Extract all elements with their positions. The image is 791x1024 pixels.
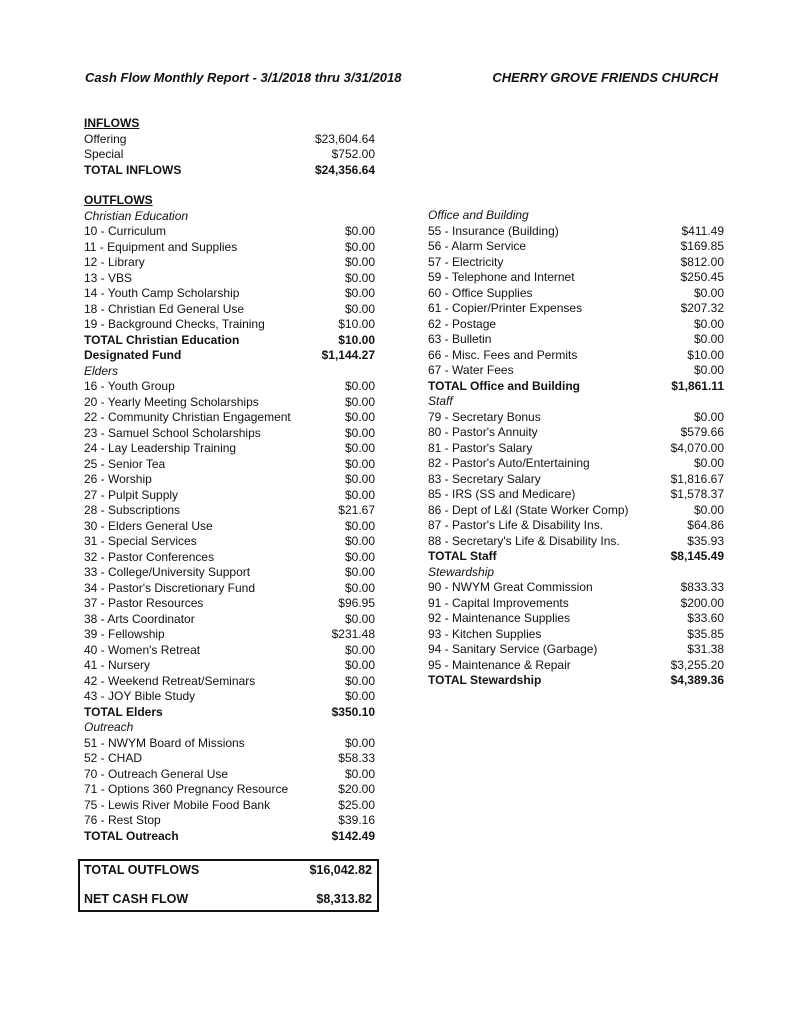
row-label: TOTAL Stewardship — [428, 673, 542, 687]
row-label: 95 - Maintenance & Repair — [428, 657, 571, 672]
row-amount: $4,389.36 — [670, 673, 724, 687]
row-label: 60 - Office Supplies — [428, 285, 533, 300]
line-item-row — [84, 271, 375, 287]
line-item-row — [84, 550, 375, 566]
line-item-row — [84, 240, 375, 256]
row-amount: $0.00 — [344, 472, 375, 486]
row-amount: $20.00 — [338, 782, 375, 796]
row-label: 63 - Bulletin — [428, 332, 492, 346]
row-label: Offering — [84, 131, 127, 146]
row-amount: $58.33 — [338, 751, 375, 765]
row-amount: $0.00 — [344, 766, 375, 781]
row-amount: $10.00 — [338, 317, 375, 331]
line-item-row — [428, 317, 724, 333]
row-label: NET CASH FLOW — [84, 892, 189, 906]
row-amount: $0.00 — [344, 425, 375, 440]
line-item-row — [84, 379, 375, 395]
row-label: 79 - Secretary Bonus — [428, 409, 541, 424]
row-label: 81 - Pastor's Salary — [428, 440, 533, 455]
row-amount: $23,604.64 — [314, 131, 375, 146]
row-amount: $250.45 — [680, 270, 724, 284]
row-amount: $8,313.82 — [316, 892, 372, 906]
inflows-heading-row — [84, 116, 375, 132]
row-amount: $0.00 — [344, 456, 375, 471]
total-outflows-row — [84, 863, 372, 878]
row-label: 16 - Youth Group — [84, 379, 175, 393]
row-amount: $579.66 — [680, 425, 724, 439]
row-label: 28 - Subscriptions — [84, 503, 181, 517]
row-label: 20 - Yearly Meeting Scholarships — [84, 394, 259, 409]
row-amount: $1,578.37 — [670, 487, 724, 501]
row-amount: $25.00 — [338, 797, 375, 812]
row-label: 85 - IRS (SS and Medicare) — [428, 487, 576, 501]
row-label: Outreach — [84, 720, 134, 734]
row-label: Stewardship — [428, 564, 495, 579]
row-label: 34 - Pastor's Discretionary Fund — [84, 580, 256, 595]
net-cash-flow-row — [84, 892, 372, 907]
row-amount: $35.85 — [687, 626, 724, 641]
row-label: 93 - Kitchen Supplies — [428, 626, 542, 641]
section-name-row — [428, 565, 724, 581]
total-row — [84, 348, 375, 364]
line-item-row — [428, 239, 724, 255]
row-label: 59 - Telephone and Internet — [428, 270, 575, 284]
row-label: 94 - Sanitary Service (Garbage) — [428, 642, 598, 656]
report-title: Cash Flow Monthly Report - 3/1/2018 thru 3/31/2018 — [85, 70, 402, 85]
line-item-row — [428, 611, 724, 627]
row-label: 26 - Worship — [84, 472, 152, 486]
outflows-left-column — [84, 193, 375, 844]
row-label: 22 - Community Christian Engagement — [84, 410, 291, 424]
row-label: Office and Building — [428, 208, 529, 222]
row-amount: $0.00 — [344, 735, 375, 750]
row-amount: $169.85 — [680, 239, 724, 253]
row-label: 90 - NWYM Great Commission — [428, 580, 593, 594]
row-label: 75 - Lewis River Mobile Food Bank — [84, 797, 271, 812]
line-item-row — [428, 534, 724, 550]
line-item-row — [428, 255, 724, 271]
row-label: 83 - Secretary Salary — [428, 471, 541, 486]
line-item-row — [428, 410, 724, 426]
row-label: 27 - Pulpit Supply — [84, 487, 179, 502]
line-item-row — [84, 581, 375, 597]
line-item-row — [84, 441, 375, 457]
outflows-left-rows — [84, 209, 375, 845]
row-amount: $0.00 — [344, 239, 375, 254]
line-item-row — [428, 441, 724, 457]
line-item-row — [84, 302, 375, 318]
line-item-row — [428, 503, 724, 519]
row-label: 56 - Alarm Service — [428, 239, 527, 253]
row-amount: $0.00 — [693, 316, 724, 331]
line-item-row — [84, 224, 375, 240]
line-item-row — [428, 224, 724, 240]
line-item-row — [428, 642, 724, 658]
inflows-section — [84, 116, 375, 178]
row-label: 80 - Pastor's Annuity — [428, 425, 538, 439]
row-amount: $1,144.27 — [321, 348, 375, 362]
row-label: TOTAL Office and Building — [428, 378, 580, 393]
row-label: 32 - Pastor Conferences — [84, 549, 215, 564]
row-amount: $0.00 — [344, 394, 375, 409]
outflows-heading: OUTFLOWS — [84, 193, 153, 207]
row-amount: $39.16 — [338, 813, 375, 827]
row-label: Staff — [428, 394, 453, 408]
row-amount: $752.00 — [331, 147, 375, 161]
row-label: 92 - Maintenance Supplies — [428, 611, 571, 625]
row-amount: $0.00 — [693, 363, 724, 377]
line-item-row — [428, 270, 724, 286]
line-item-row — [84, 488, 375, 504]
line-item-row — [428, 456, 724, 472]
row-label: Elders — [84, 363, 119, 378]
row-label: 43 - JOY Bible Study — [84, 689, 196, 703]
line-item-row — [84, 519, 375, 535]
row-amount: $33.60 — [687, 611, 724, 625]
row-amount: $1,816.67 — [670, 471, 724, 486]
row-amount: $0.00 — [344, 642, 375, 657]
row-amount: $0.00 — [344, 580, 375, 595]
row-label: TOTAL INFLOWS — [84, 162, 182, 177]
row-label: TOTAL Staff — [428, 549, 497, 563]
section-name-row — [428, 208, 724, 224]
row-amount: $207.32 — [680, 301, 724, 315]
row-amount: $0.00 — [344, 611, 375, 626]
row-amount: $0.00 — [693, 285, 724, 300]
row-amount: $0.00 — [344, 379, 375, 393]
line-item-row — [84, 767, 375, 783]
row-amount: $0.00 — [344, 286, 375, 300]
row-label: 55 - Insurance (Building) — [428, 223, 559, 238]
row-label: 88 - Secretary's Life & Disability Ins. — [428, 533, 620, 548]
line-item-row — [84, 596, 375, 612]
row-label: 86 - Dept of L&I (State Worker Comp) — [428, 502, 629, 517]
row-amount: $4,070.00 — [670, 440, 724, 455]
row-label: 33 - College/University Support — [84, 565, 251, 579]
inflow-row — [84, 132, 375, 148]
row-label: 87 - Pastor's Life & Disability Ins. — [428, 518, 604, 532]
row-label: 14 - Youth Camp Scholarship — [84, 286, 240, 300]
total-row — [84, 333, 375, 349]
row-amount: $16,042.82 — [309, 863, 372, 877]
inflow-row — [84, 147, 375, 163]
line-item-row — [428, 348, 724, 364]
line-item-row — [84, 813, 375, 829]
outflows-heading-row — [84, 193, 375, 209]
line-item-row — [428, 580, 724, 596]
line-item-row — [428, 518, 724, 534]
row-amount: $833.33 — [680, 580, 724, 594]
row-label: 10 - Curriculum — [84, 224, 167, 238]
row-amount: $31.38 — [687, 642, 724, 656]
row-amount: $0.00 — [344, 270, 375, 285]
row-label: TOTAL Christian Education — [84, 332, 240, 347]
row-label: 67 - Water Fees — [428, 363, 514, 377]
line-item-row — [84, 736, 375, 752]
line-item-row — [84, 410, 375, 426]
total-row — [428, 379, 724, 395]
row-amount: $0.00 — [344, 673, 375, 688]
line-item-row — [428, 301, 724, 317]
row-label: 23 - Samuel School Scholarships — [84, 425, 261, 440]
row-amount: $0.00 — [693, 456, 724, 470]
row-label: 71 - Options 360 Pregnancy Resource — [84, 782, 289, 796]
row-amount: $10.00 — [338, 332, 375, 347]
row-label: 13 - VBS — [84, 270, 133, 285]
row-amount: $231.48 — [331, 627, 375, 641]
row-amount: $0.00 — [344, 441, 375, 455]
row-label: TOTAL OUTFLOWS — [84, 863, 200, 877]
outflows-right-column — [428, 208, 724, 689]
total-row — [428, 673, 724, 689]
line-item-row — [84, 426, 375, 442]
line-item-row — [428, 487, 724, 503]
line-item-row — [84, 457, 375, 473]
total-row — [428, 549, 724, 565]
row-label: 25 - Senior Tea — [84, 456, 166, 471]
line-item-row — [428, 627, 724, 643]
row-amount: $0.00 — [344, 255, 375, 269]
row-label: Designated Fund — [84, 348, 182, 362]
row-label: TOTAL Elders — [84, 704, 163, 719]
row-amount: $0.00 — [344, 534, 375, 548]
row-label: 31 - Special Services — [84, 534, 197, 548]
row-label: 57 - Electricity — [428, 254, 504, 269]
inflows-heading: INFLOWS — [84, 116, 140, 130]
row-amount: $8,145.49 — [670, 549, 724, 563]
row-amount: $200.00 — [680, 595, 724, 610]
row-amount: $3,255.20 — [670, 657, 724, 672]
line-item-row — [84, 751, 375, 767]
line-item-row — [84, 565, 375, 581]
row-label: 39 - Fellowship — [84, 627, 165, 641]
church-name: CHERRY GROVE FRIENDS CHURCH — [492, 70, 718, 85]
row-label: 30 - Elders General Use — [84, 518, 213, 533]
line-item-row — [428, 472, 724, 488]
row-label: TOTAL Outreach — [84, 828, 179, 843]
row-amount: $0.00 — [344, 689, 375, 703]
section-name-row — [84, 364, 375, 380]
section-name-row — [428, 394, 724, 410]
line-item-row — [428, 658, 724, 674]
row-label: 61 - Copier/Printer Expenses — [428, 301, 583, 315]
row-amount: $350.10 — [331, 704, 375, 719]
row-label: 12 - Library — [84, 255, 145, 269]
row-amount: $0.00 — [344, 518, 375, 533]
row-label: 66 - Misc. Fees and Permits — [428, 347, 578, 362]
row-amount: $0.00 — [344, 301, 375, 316]
row-label: 11 - Equipment and Supplies — [84, 239, 238, 254]
row-amount: $0.00 — [344, 487, 375, 502]
line-item-row — [84, 674, 375, 690]
total-row — [84, 705, 375, 721]
line-item-row — [428, 596, 724, 612]
row-amount: $21.67 — [338, 503, 375, 517]
line-item-row — [84, 395, 375, 411]
line-item-row — [84, 472, 375, 488]
row-amount: $64.86 — [687, 518, 724, 532]
line-item-row — [428, 425, 724, 441]
row-label: 37 - Pastor Resources — [84, 596, 204, 610]
row-label: 18 - Christian Ed General Use — [84, 301, 245, 316]
row-label: 91 - Capital Improvements — [428, 595, 569, 610]
row-amount: $10.00 — [687, 347, 724, 362]
line-item-row — [84, 689, 375, 705]
row-label: 40 - Women's Retreat — [84, 642, 201, 657]
line-item-row — [84, 503, 375, 519]
line-item-row — [84, 782, 375, 798]
summary-box — [78, 859, 379, 912]
row-label: 42 - Weekend Retreat/Seminars — [84, 673, 256, 688]
row-amount: $0.00 — [344, 565, 375, 579]
row-label: 52 - CHAD — [84, 751, 143, 765]
section-name-row — [84, 209, 375, 225]
row-label: 41 - Nursery — [84, 658, 151, 672]
row-amount: $142.49 — [331, 828, 375, 843]
row-amount: $812.00 — [680, 254, 724, 269]
line-item-row — [428, 286, 724, 302]
line-item-row — [84, 798, 375, 814]
line-item-row — [84, 317, 375, 333]
line-item-row — [84, 534, 375, 550]
row-amount: $411.49 — [681, 223, 724, 238]
line-item-row — [84, 286, 375, 302]
line-item-row — [428, 363, 724, 379]
row-label: 62 - Postage — [428, 316, 497, 331]
row-amount: $0.00 — [693, 332, 724, 346]
row-label: 76 - Rest Stop — [84, 813, 161, 827]
row-amount: $0.00 — [344, 410, 375, 424]
row-amount: $0.00 — [344, 658, 375, 672]
line-item-row — [84, 658, 375, 674]
row-amount: $96.95 — [338, 596, 375, 610]
row-label: 24 - Lay Leadership Training — [84, 441, 237, 455]
line-item-row — [428, 332, 724, 348]
row-label: 51 - NWYM Board of Missions — [84, 735, 245, 750]
total-row — [84, 829, 375, 845]
line-item-row — [84, 643, 375, 659]
row-label: 70 - Outreach General Use — [84, 766, 229, 781]
row-amount: $0.00 — [344, 549, 375, 564]
report-header — [85, 70, 718, 85]
line-item-row — [84, 627, 375, 643]
row-label: Special — [84, 147, 124, 161]
row-amount: $0.00 — [693, 502, 724, 517]
row-amount: $35.93 — [687, 533, 724, 548]
row-amount: $24,356.64 — [314, 162, 375, 177]
inflows-total-row — [84, 163, 375, 179]
row-label: 19 - Background Checks, Training — [84, 317, 265, 331]
row-label: Christian Education — [84, 208, 189, 223]
line-item-row — [84, 255, 375, 271]
line-item-row — [84, 612, 375, 628]
row-amount: $1,861.11 — [671, 378, 724, 393]
row-amount: $0.00 — [344, 224, 375, 238]
row-label: 82 - Pastor's Auto/Entertaining — [428, 456, 590, 470]
row-amount: $0.00 — [693, 409, 724, 424]
row-label: 38 - Arts Coordinator — [84, 611, 195, 626]
section-name-row — [84, 720, 375, 736]
